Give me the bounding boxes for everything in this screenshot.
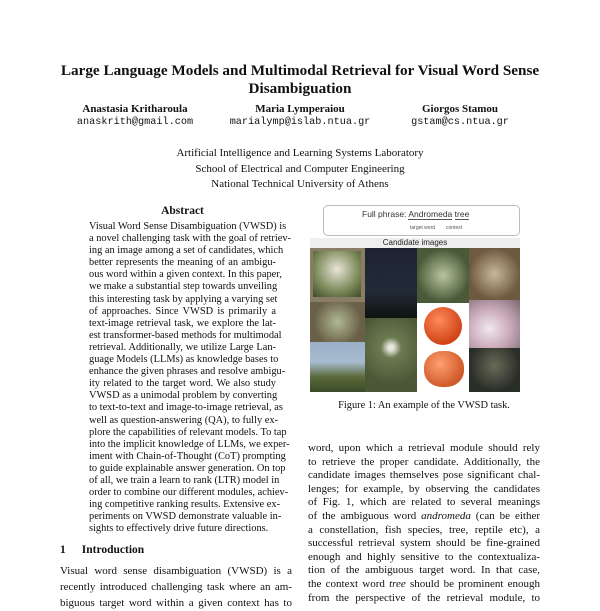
paper-title: Large Language Models and Multimodal Retrieval for Visual Word Sense Disambiguation bbox=[60, 62, 540, 97]
author-name: Giorgos Stamou bbox=[421, 103, 499, 115]
author-name: Anastasia Kritharoula bbox=[82, 103, 188, 115]
phrase-label: Full phrase: bbox=[362, 209, 407, 219]
text-line: a constellation, fish species, tree, reptile etc), a bbox=[308, 523, 540, 536]
phrase-box bbox=[323, 205, 520, 236]
text-line: VWSD as a unimodal problem by converting bbox=[89, 390, 278, 402]
candidate-image bbox=[469, 300, 520, 348]
author-2 bbox=[220, 102, 380, 130]
text-line: from the perspective of the retrieval module, to bbox=[308, 591, 540, 604]
candidate-image bbox=[365, 318, 417, 392]
candidate-image bbox=[310, 302, 365, 342]
candidate-image bbox=[417, 303, 469, 392]
text-line: Visual Word Sense Disambiguation (VWSD) is bbox=[89, 221, 287, 232]
text-line: of all, we train a learn to rank (LTR) model in bbox=[89, 474, 280, 486]
text-line: tion of the ambiguous target word. In that case, bbox=[308, 564, 540, 577]
text-line: periments on VWSD demonstrate valuable in- bbox=[89, 511, 282, 523]
author-email: anaskrith@gmail.com bbox=[76, 117, 194, 128]
author-3 bbox=[385, 102, 535, 130]
section-number: 1 bbox=[60, 544, 66, 556]
section-title: Introduction bbox=[81, 544, 145, 556]
abstract-body bbox=[89, 221, 291, 535]
candidate-image bbox=[310, 248, 365, 302]
text-line: candidate images themselves pose significant chal- bbox=[308, 469, 540, 482]
intro-body bbox=[60, 563, 292, 611]
text-line: Visual word sense disambiguation (VWSD) is a bbox=[60, 565, 292, 577]
affiliation bbox=[100, 146, 500, 193]
abstract-heading: Abstract bbox=[161, 205, 204, 217]
text-line: guage Models (LLMs) as knowledge bases to bbox=[89, 354, 279, 366]
text-line: of the ambiguous word andromeda (can be either bbox=[308, 509, 540, 522]
section-heading bbox=[60, 544, 160, 556]
text-line: of Fig. 1, which are related to several meanings bbox=[308, 496, 540, 509]
candidate-image bbox=[365, 248, 417, 318]
candidate-images-grid bbox=[310, 248, 520, 392]
text-line: lenges; for example, by observing the candidates bbox=[308, 482, 540, 495]
author-email: marialymp@islab.ntua.gr bbox=[229, 117, 371, 128]
text-line: iment with Chain-of-Thought (CoT) prompting bbox=[89, 450, 286, 462]
text-line: ity related to the target word. We also study bbox=[89, 378, 276, 390]
affiliation-line: School of Electrical and Computer Engineering bbox=[195, 162, 405, 175]
text-line: sights to effectively drive future directions. bbox=[89, 523, 269, 535]
phrase-context: tree bbox=[454, 209, 470, 219]
text-line: text-image retrieval task, we explore the lat- bbox=[89, 317, 276, 329]
text-line: to guide explainable answer generation. On top bbox=[89, 462, 286, 474]
text-line: well as question-answering (QA), to fully ex- bbox=[89, 414, 279, 426]
text-line: better represents the meaning of an ambigu- bbox=[89, 257, 276, 269]
phrase-target: Andromeda bbox=[408, 209, 453, 219]
text-line: ing competitive ranking results. Extensive ex- bbox=[89, 499, 281, 511]
text-line: retrieval. Additionally, we utilize Large Lan- bbox=[89, 341, 276, 353]
text-line: word, upon which a retrieval module should rely bbox=[308, 442, 540, 454]
text-line: enhance the given phrases and resolve ambigu- bbox=[89, 366, 286, 378]
candidate-image bbox=[469, 348, 520, 392]
author-email: gstam@cs.ntua.gr bbox=[411, 117, 509, 128]
text-line: to text-to-text and image-to-image retrieval, as bbox=[89, 402, 283, 414]
text-line: enough and highly sensitive to the contextualiza- bbox=[308, 550, 540, 563]
text-line: this interesting task by applying a varying set bbox=[89, 293, 278, 305]
text-line: plore the capabilities of relevant models. To tap bbox=[89, 426, 287, 438]
author-name: Maria Lymperaiou bbox=[255, 103, 345, 115]
text-line: to retrieve the proper candidate. Additionally, the bbox=[308, 455, 540, 468]
text-line: of approaches. Since VWSD is primarily a bbox=[89, 305, 276, 317]
text-line: recently introduced challenging task where an am- bbox=[60, 581, 292, 593]
text-line: we make a substantial step towards unveiling bbox=[89, 281, 278, 293]
text-line: est transformer-based methods for multimodal bbox=[89, 329, 282, 341]
candidate-image bbox=[417, 248, 469, 303]
text-line: ing an image among a set of candidates, which bbox=[89, 245, 284, 257]
context-label: context bbox=[446, 225, 463, 231]
candidate-image bbox=[469, 248, 520, 300]
candidate-images-header: Candidate images bbox=[310, 238, 520, 248]
text-line: a novel challenging task with the goal of retriev- bbox=[89, 233, 291, 245]
right-column-body bbox=[308, 442, 540, 605]
text-line: ous word within a given context. In this paper, bbox=[89, 269, 282, 281]
text-line: into the implicit knowledge of LLMs, we exper- bbox=[89, 438, 290, 450]
text-line: the context word tree should be prominent enough bbox=[308, 577, 540, 590]
author-1 bbox=[60, 102, 210, 130]
text-line: biguous target word within a given context has to bbox=[60, 597, 292, 609]
target-word-label: target word bbox=[410, 225, 436, 231]
candidate-image bbox=[310, 342, 365, 392]
figure-caption: Figure 1: An example of the VWSD task. bbox=[338, 400, 510, 411]
affiliation-line: Artificial Intelligence and Learning Systems Laboratory bbox=[176, 147, 424, 159]
text-line: order to combine our different modules, achiev- bbox=[89, 487, 289, 499]
text-line: successful retrieval system should be fine-grained bbox=[308, 537, 540, 550]
affiliation-line: National Technical University of Athens bbox=[211, 178, 389, 190]
full-phrase bbox=[362, 209, 469, 219]
